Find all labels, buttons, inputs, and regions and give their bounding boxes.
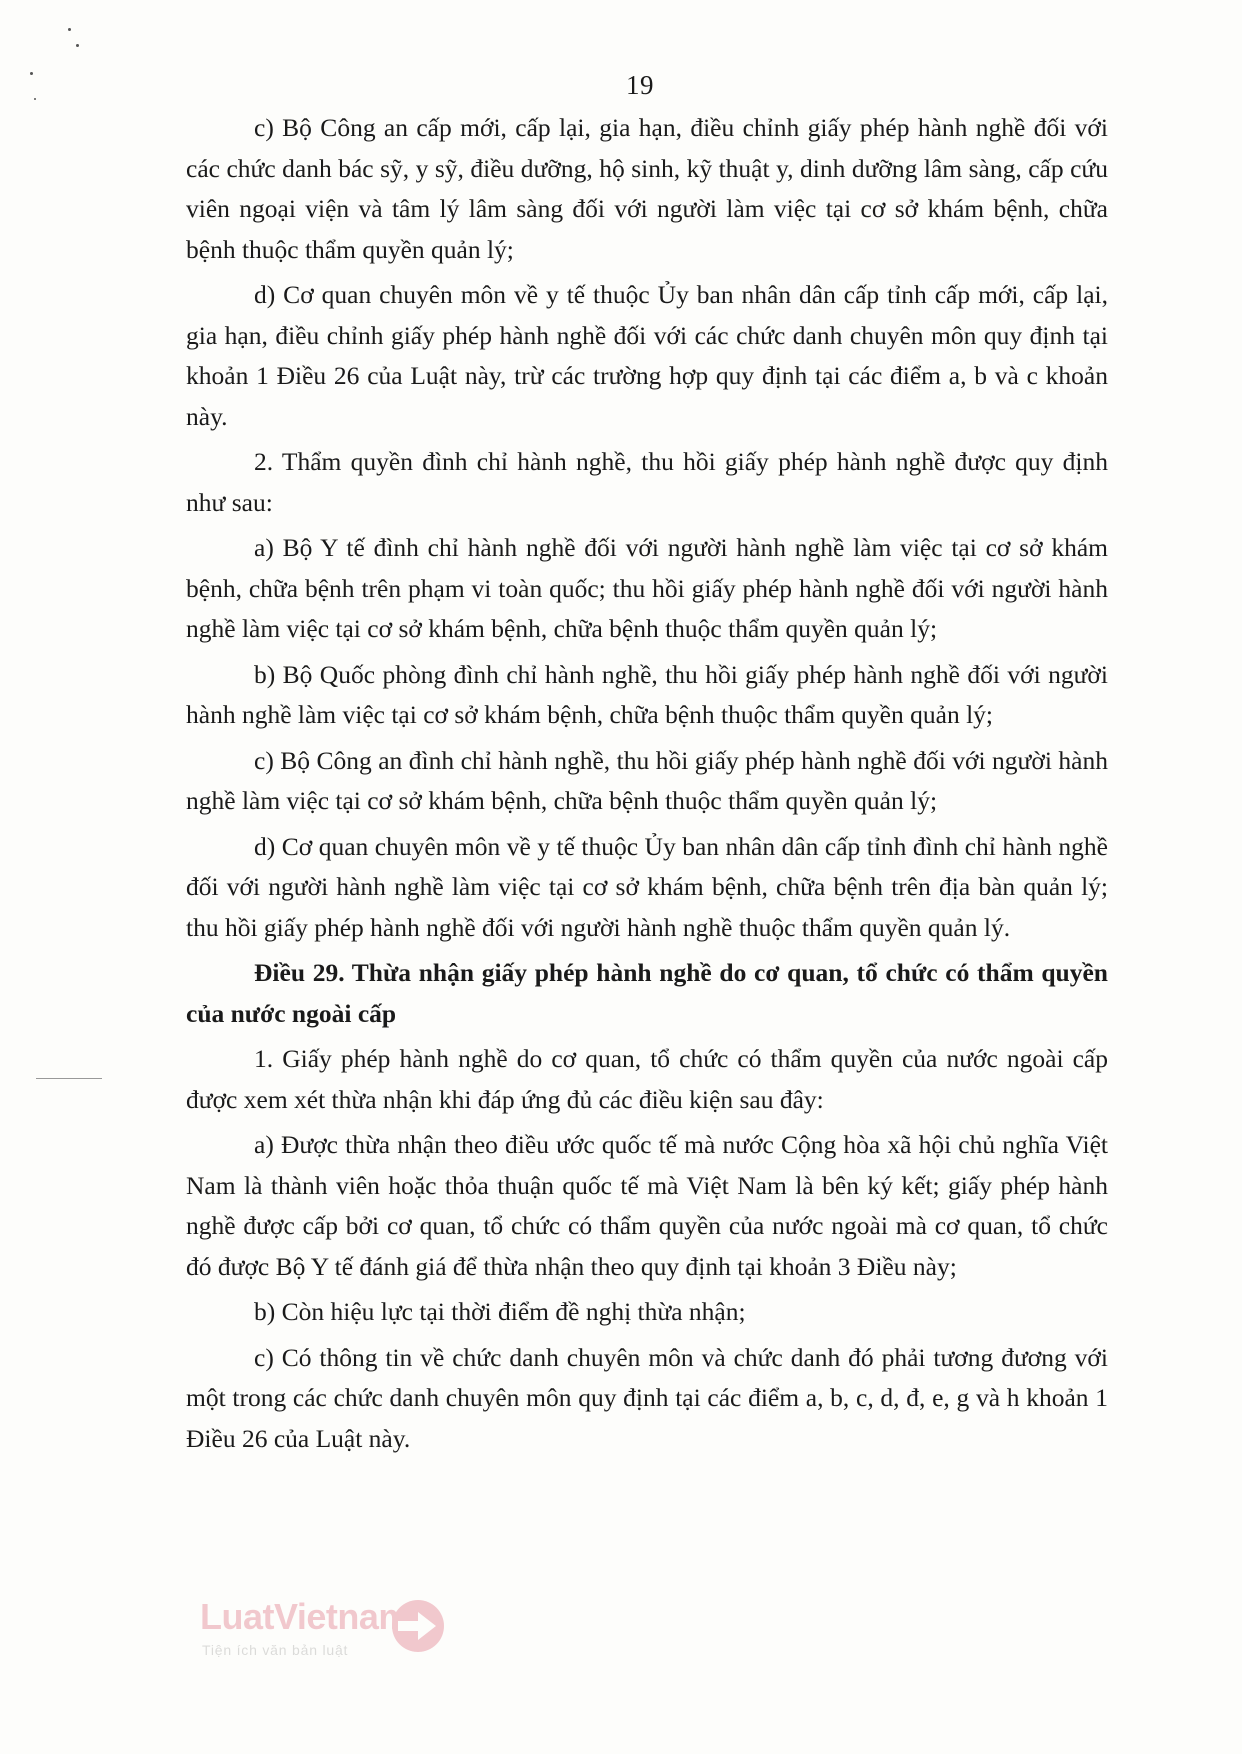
page-number: 19 <box>626 70 654 100</box>
paragraph-1c: c) Bộ Công an cấp mới, cấp lại, gia hạn, điều chỉnh giấy phép hành nghề đối với các chức danh bác sỹ, y sỹ, điều dưỡng, hộ sinh, kỹ thuật y, dinh dưỡng lâm sàng, cấp cứu viên ngoại viện và tâm lý lâm sàng đối với người làm việc tại cơ sở khám bệnh, chữa bệnh thuộc thẩm quyền quản lý; <box>186 113 1108 264</box>
scan-speck <box>76 44 79 47</box>
article-29-point-b: b) Còn hiệu lực tại thời điểm đề nghị thừa nhận; <box>254 1297 746 1326</box>
paragraph-2: 2. Thẩm quyền đình chỉ hành nghề, thu hồi giấy phép hành nghề được quy định như sau: <box>186 447 1108 517</box>
document-body <box>186 108 1108 1464</box>
paragraph-2c: c) Bộ Công an đình chỉ hành nghề, thu hồi giấy phép hành nghề đối với người hành nghề làm việc tại cơ sở khám bệnh, chữa bệnh thuộc thẩm quyền quản lý; <box>186 745 1108 815</box>
watermark-tagline: Tiện ích văn bản luật <box>202 1642 349 1658</box>
article-29-heading: Điều 29. Thừa nhận giấy phép hành nghề do cơ quan, tổ chức có thẩm quyền của nước ngoài cấp <box>186 958 1108 1028</box>
article-29-point-a: a) Được thừa nhận theo điều ước quốc tế mà nước Cộng hòa xã hội chủ nghĩa Việt Nam là thành viên hoặc thỏa thuận quốc tế mà Việt Nam là bên ký kết; giấy phép hành nghề được cấp bởi cơ quan, tổ chức có thẩm quyền của nước ngoài mà cơ quan, tổ chức đó được Bộ Y tế đánh giá để thừa nhận theo quy định tại khoản 3 Điều này; <box>186 1130 1108 1281</box>
paragraph-2a: a) Bộ Y tế đình chỉ hành nghề đối với người hành nghề làm việc tại cơ sở khám bệnh, chữa bệnh trên phạm vi toàn quốc; thu hồi giấy phép hành nghề đối với người hành nghề làm việc tại cơ sở khám bệnh, chữa bệnh thuộc thẩm quyền quản lý; <box>186 533 1108 643</box>
scan-line-artifact <box>36 1078 102 1079</box>
article-29-point-c: c) Có thông tin về chức danh chuyên môn và chức danh đó phải tương đương với một trong các chức danh chuyên môn quy định tại các điểm a, b, c, d, đ, e, g và h khoản 1 Điều 26 của Luật này. <box>186 1342 1108 1453</box>
luatvietnam-watermark <box>200 1596 460 1666</box>
paragraph-2d: d) Cơ quan chuyên môn về y tế thuộc Ủy ban nhân dân cấp tỉnh đình chỉ hành nghề đối với người hành nghề làm việc tại cơ sở khám bệnh, chữa bệnh trên địa bàn quản lý; thu hồi giấy phép hành nghề đối với người hành nghề thuộc thẩm quyền quản lý. <box>186 831 1108 942</box>
arrow-logo-icon <box>386 1598 450 1654</box>
watermark-brand: LuatVietnam <box>200 1596 410 1637</box>
article-29-clause-1: 1. Giấy phép hành nghề do cơ quan, tổ chức có thẩm quyền của nước ngoài cấp được xem xét thừa nhận khi đáp ứng đủ các điều kiện sau đây: <box>186 1044 1108 1114</box>
paragraph-2b: b) Bộ Quốc phòng đình chỉ hành nghề, thu hồi giấy phép hành nghề đối với người hành nghề làm việc tại cơ sở khám bệnh, chữa bệnh thuộc thẩm quyền quản lý; <box>186 659 1108 729</box>
paragraph-1d: d) Cơ quan chuyên môn về y tế thuộc Ủy ban nhân dân cấp tỉnh cấp mới, cấp lại, gia hạn, điều chỉnh giấy phép hành nghề đối với các chức danh chuyên môn quy định tại khoản 1 Điều 26 của Luật này, trừ các trường hợp quy định tại các điểm a, b và c khoản này. <box>186 280 1108 431</box>
scan-speck <box>68 28 71 31</box>
